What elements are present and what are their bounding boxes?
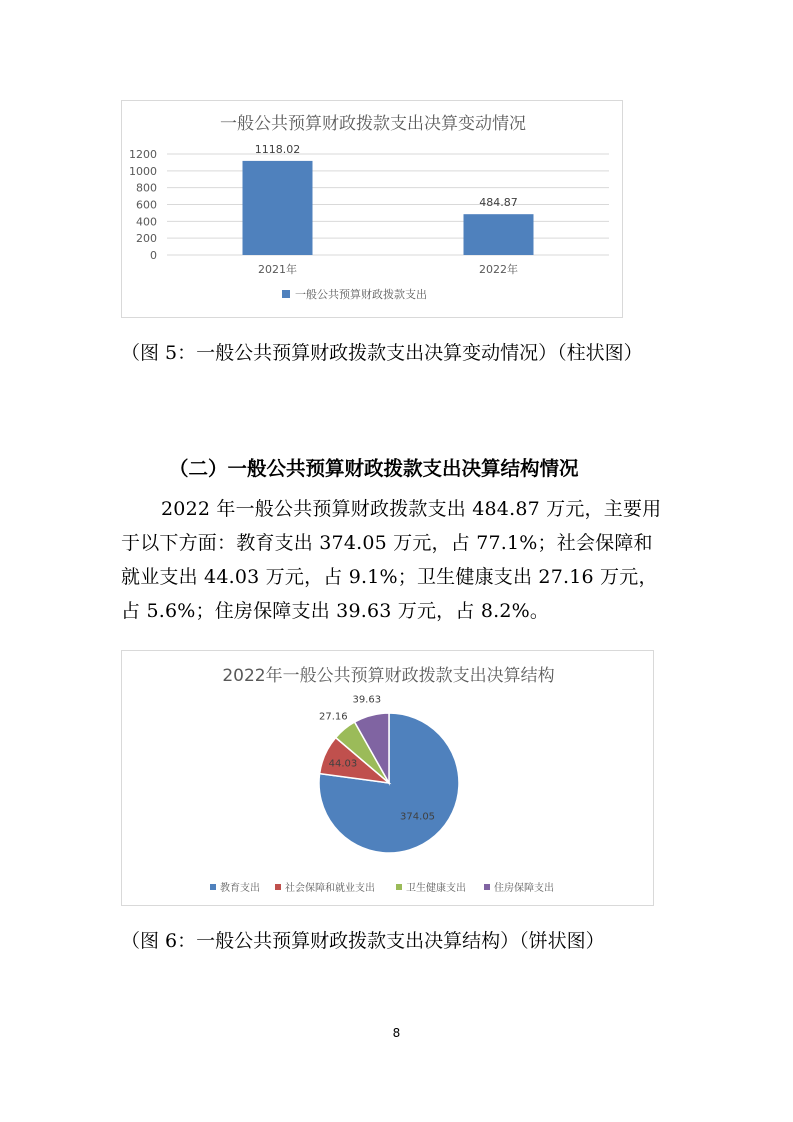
y-tick-label: 600 [136,198,157,212]
y-tick-label: 1200 [129,148,157,161]
bar [243,161,313,255]
legend-label: 住房保障支出 [494,883,554,894]
bar-value-label: 1118.02 [254,142,301,156]
bar-chart-container [121,100,623,318]
legend-swatch [396,884,402,890]
pie-chart [122,651,655,907]
legend-swatch [275,884,281,890]
body-paragraph: 2022 年一般公共预算财政拨款支出 484.87 万元，主要用于以下方面：教育支出 374.05 万元，占 77.1%；社会保障和就业支出 44.03 万元，占 9.1%；卫生健康支出 27.16 万元，占 5.6%；住房保障支出 39.63 万元，占 8.2%。 [121,498,662,622]
slice-value-label: 44.03 [328,758,358,770]
legend-swatch [484,884,490,890]
legend-swatch [210,884,216,890]
page-number: 8 [392,1026,401,1040]
y-tick-label: 0 [150,249,157,262]
y-tick-label: 1000 [129,164,157,178]
bar-chart-caption: （图 5：一般公共预算财政拨款支出决算变动情况）（柱状图） [121,342,643,364]
bar-value-label: 484.87 [479,196,518,210]
chart-title: 一般公共预算财政拨款支出决算变动情况 [220,114,526,134]
slice-value-label: 27.16 [319,711,348,723]
legend-label: 教育支出 [220,883,260,894]
y-tick-label: 200 [136,232,157,246]
legend-label: 卫生健康支出 [406,883,466,894]
slice-value-label: 39.63 [352,694,382,706]
x-tick-label: 2022年 [479,263,518,276]
bar [464,214,534,255]
y-tick-label: 800 [136,181,157,195]
legend-swatch [282,290,290,298]
x-tick-label: 2021年 [258,263,297,276]
section-heading: （二）一般公共预算财政拨款支出决算结构情况 [169,457,579,480]
bar-chart [122,101,624,319]
pie-chart-caption: （图 6：一般公共预算财政拨款支出决算结构）（饼状图） [121,930,605,952]
y-tick-label: 400 [136,215,157,229]
slice-value-label: 374.05 [400,811,436,823]
chart-title: 2022年一般公共预算财政拨款支出决算结构 [222,666,555,686]
pie-chart-container [121,650,654,906]
legend-label: 社会保障和就业支出 [285,883,375,894]
legend-label: 一般公共预算财政拨款支出 [295,288,427,301]
